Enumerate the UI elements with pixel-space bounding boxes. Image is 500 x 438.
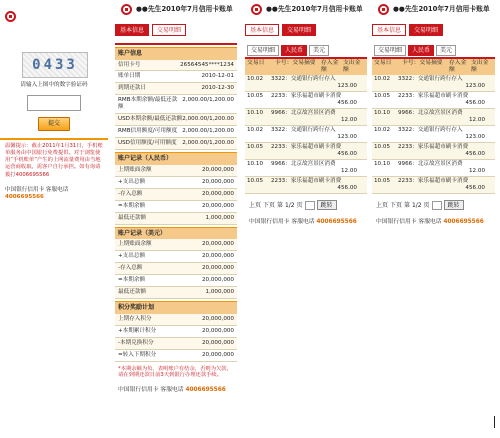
txn-amount: 12.00 — [340, 117, 357, 124]
txn-date: 10.02 — [247, 76, 264, 83]
txn-amount: 456.00 — [337, 151, 357, 158]
section-header: 账户记录（人民币） — [115, 152, 237, 165]
text-cursor — [494, 416, 495, 428]
boc-logo-icon — [378, 4, 389, 15]
captcha-image: 0433 — [22, 52, 88, 78]
info-label: 账单日期 — [118, 73, 141, 80]
info-row — [115, 338, 237, 350]
table-row — [372, 143, 495, 160]
table-row — [372, 92, 495, 109]
pager — [245, 194, 367, 216]
info-row — [115, 165, 237, 177]
info-value: 20,000,000 — [201, 315, 234, 322]
footer-text: 中国银行信用卡 客服电话 — [249, 219, 315, 226]
info-label: RMB信用额度/可用额度 — [118, 128, 178, 135]
txn-desc: 3322：交通银行跨行存入 — [271, 76, 336, 83]
txn-date: 10.05 — [374, 178, 391, 185]
subtab-rmb[interactable]: 人民币 — [408, 45, 434, 56]
info-value: 20,000,000 — [201, 241, 234, 248]
boc-logo-icon — [121, 4, 132, 15]
info-label: USD信用额度/可用额度 — [118, 140, 177, 147]
table-row — [245, 160, 367, 177]
info-value: 20,000,000 — [201, 202, 234, 209]
txn-amount: 456.00 — [337, 185, 357, 192]
info-value: 2010-12-30 — [201, 85, 234, 92]
tab-bar — [372, 16, 495, 43]
info-row — [115, 201, 237, 213]
info-value: 20,000,000 — [201, 178, 234, 185]
txn-desc: 2233：家乐福超市刷卡消费 — [398, 178, 469, 185]
info-row — [115, 138, 237, 150]
info-value: 26564545****1234 — [180, 61, 234, 68]
info-value: 20,000,000 — [201, 190, 234, 197]
info-label: 上期账面余额 — [118, 241, 152, 248]
tab-basic-info[interactable]: 基本信息 — [115, 24, 149, 36]
subtab-details[interactable]: 交易明细 — [374, 45, 406, 56]
txn-desc: 2233：家乐福超市刷卡消费 — [271, 93, 342, 100]
info-label: 上期存入积分 — [118, 315, 152, 322]
footer — [372, 216, 495, 229]
boc-logo-icon — [5, 11, 16, 22]
col-desc: 卡号：交易摘要 — [275, 60, 316, 66]
txn-desc: 2233：家乐福超市刷卡消费 — [271, 178, 342, 185]
page-input[interactable] — [305, 201, 315, 210]
info-row — [115, 326, 237, 338]
info-value: 20,000,000 — [201, 253, 234, 260]
txn-date: 10.02 — [374, 127, 391, 134]
table-row — [372, 126, 495, 143]
info-value: 20,000,000 — [201, 339, 234, 346]
subtab-details[interactable]: 交易明细 — [247, 45, 279, 56]
info-value: 2,000.00/1,200.00 — [182, 128, 234, 135]
footer — [0, 182, 108, 206]
col-expense: 支出金额 — [471, 60, 489, 74]
info-row — [115, 314, 237, 326]
next-page-link[interactable]: 下页 — [263, 201, 276, 209]
txn-date: 10.02 — [247, 127, 264, 134]
notice-text: 温馨提示：截止2011年1月31日，手机账单服务由中国银行免费提供。对于浏览使用“手机账单”产生的上网流量费用由当地运营商收取。需客户自行承担。如有询请拨打4006695566 — [5, 142, 103, 178]
txn-amount: 456.00 — [465, 151, 485, 158]
info-label: -存入总额 — [118, 190, 143, 197]
info-label: +支出总额 — [118, 253, 146, 260]
info-value: 20,000,000 — [201, 277, 234, 284]
info-value: 2,000.00/1,200.00 — [182, 97, 234, 104]
footer — [245, 216, 367, 229]
info-label: =本期余额 — [118, 202, 146, 209]
hotline-link[interactable]: 4006695566 — [185, 386, 226, 393]
txn-amount: 12.00 — [340, 168, 357, 175]
footer-text: 中国银行信用卡 客服电话 — [118, 386, 184, 393]
login-panel — [0, 0, 108, 438]
txn-amount: 456.00 — [465, 185, 485, 192]
tab-bar — [245, 16, 367, 43]
txn-date: 10.10 — [374, 161, 391, 168]
txn-desc: 2233：家乐福超市刷卡消费 — [398, 144, 469, 151]
info-row — [115, 114, 237, 126]
txn-amount: 123.00 — [465, 134, 485, 141]
captcha-tip: 请输入上图中的数字验证码 — [20, 82, 88, 88]
tab-basic-info[interactable]: 基本信息 — [372, 24, 406, 36]
title-bar — [245, 0, 367, 16]
footer-text: 中国银行信用卡 客服电话 — [376, 219, 442, 226]
txn-date: 10.05 — [374, 93, 391, 100]
info-label: USD本期余额/最低还款额 — [118, 116, 183, 123]
txn-desc: 3322：交通银行跨行存入 — [398, 127, 463, 134]
txn-date: 10.10 — [247, 161, 264, 168]
page-input[interactable] — [432, 201, 442, 210]
txn-amount: 123.00 — [465, 83, 485, 90]
tab-bar — [115, 16, 237, 43]
info-label: RMB本期余额/最低还款额 — [118, 97, 178, 111]
info-value: 20,000,000 — [201, 351, 234, 358]
page-title: ●●先生2010年7月信用卡账单 — [136, 5, 233, 14]
txn-panel-a — [245, 0, 367, 438]
txn-desc: 2233：家乐福超市刷卡消费 — [271, 144, 342, 151]
txn-date: 10.02 — [374, 76, 391, 83]
section-rows — [115, 60, 237, 151]
txn-desc: 9966：北京故宫景区消费 — [398, 161, 463, 168]
txn-list — [245, 75, 367, 194]
info-label: 信用卡号 — [118, 61, 141, 68]
table-row — [245, 92, 367, 109]
page-title: ●●先生2010年7月信用卡账单 — [393, 5, 490, 14]
info-label: -存入总额 — [118, 265, 143, 272]
info-row — [115, 177, 237, 189]
txn-date: 10.05 — [247, 93, 264, 100]
table-row — [245, 75, 367, 92]
hotline-link[interactable]: 4006695566 — [316, 219, 357, 226]
info-value: 20,000,000 — [201, 166, 234, 173]
txn-panel-b — [372, 0, 495, 438]
info-value: 2,000.00/1,200.00 — [182, 116, 234, 123]
divider — [115, 43, 237, 45]
section-rows — [115, 165, 237, 225]
col-deposit: 存入金额 — [321, 60, 339, 74]
info-row — [115, 213, 237, 225]
info-row — [115, 275, 237, 287]
col-expense: 支出金额 — [343, 60, 361, 74]
subtab-rmb[interactable]: 人民币 — [281, 45, 307, 56]
title-bar — [372, 0, 495, 16]
txn-amount: 456.00 — [337, 100, 357, 107]
info-label: -本期兑换积分 — [118, 339, 154, 346]
section-header: 账户信息 — [115, 47, 237, 60]
info-value: 2010-12-01 — [201, 73, 234, 80]
info-label: +本期累计积分 — [118, 327, 157, 334]
submit-button[interactable]: 提交 — [38, 117, 70, 131]
info-row — [115, 60, 237, 72]
go-button[interactable]: 跳转 — [444, 200, 464, 210]
table-header — [372, 57, 495, 75]
col-date: 交易日 — [247, 60, 265, 66]
info-row — [115, 71, 237, 83]
hotline-link[interactable]: 4006695566 — [5, 193, 44, 200]
section-rows — [115, 239, 237, 299]
hotline-link[interactable]: 4006695566 — [443, 219, 484, 226]
bill-sections — [115, 47, 237, 362]
captcha-input[interactable] — [27, 95, 81, 111]
go-button[interactable]: 跳转 — [317, 200, 337, 210]
txn-desc: 9966：北京故宫景区消费 — [398, 110, 463, 117]
info-row — [115, 251, 237, 263]
col-desc: 卡号：交易摘要 — [402, 60, 443, 66]
info-label: 到期还款日 — [118, 85, 146, 92]
tab-transactions[interactable]: 交易明细 — [282, 24, 316, 36]
table-row — [245, 143, 367, 160]
txn-date: 10.05 — [374, 144, 391, 151]
info-label: =转入下期积分 — [118, 351, 157, 358]
subtab-usd[interactable]: 美元 — [436, 45, 456, 56]
table-row — [372, 160, 495, 177]
txn-amount: 123.00 — [337, 134, 357, 141]
txn-amount: 12.00 — [468, 168, 485, 175]
txn-amount: 12.00 — [468, 117, 485, 124]
col-date: 交易日 — [374, 60, 392, 66]
info-row — [115, 350, 237, 362]
txn-date: 10.05 — [247, 178, 264, 185]
section-rows — [115, 314, 237, 362]
txn-list — [372, 75, 495, 194]
bill-basic-panel — [115, 0, 237, 438]
info-row — [115, 83, 237, 95]
table-row — [372, 109, 495, 126]
prev-page-link[interactable]: 上页 — [249, 201, 262, 209]
footer — [115, 383, 237, 398]
info-value: 20,000,000 — [201, 265, 234, 272]
tab-basic-info[interactable]: 基本信息 — [245, 24, 279, 36]
info-row — [115, 263, 237, 275]
info-value: 1,000,000 — [205, 214, 234, 221]
info-label: 最低还款额 — [118, 289, 146, 296]
info-row — [115, 189, 237, 201]
txn-desc: 9966：北京故宫景区消费 — [271, 110, 336, 117]
info-label: 最低还款额 — [118, 214, 146, 221]
info-value: 2,000.00/1,200.00 — [182, 140, 234, 147]
table-row — [372, 177, 495, 194]
tab-transactions[interactable]: 交易明细 — [409, 24, 443, 36]
txn-desc: 9966：北京故宫景区消费 — [271, 161, 336, 168]
txn-date: 10.05 — [247, 144, 264, 151]
page-title: ●●先生2010年7月信用卡账单 — [266, 5, 363, 14]
col-deposit: 存入金额 — [449, 60, 467, 74]
subtab-usd[interactable]: 美元 — [309, 45, 329, 56]
info-row — [115, 95, 237, 114]
page-indicator: 第 1/2 页 — [404, 201, 430, 209]
txn-desc: 3322：交通银行跨行存入 — [271, 127, 336, 134]
info-label: 上期账面余额 — [118, 166, 152, 173]
txn-desc: 3322：交通银行跨行存入 — [398, 76, 463, 83]
info-value: 1,000,000 — [205, 289, 234, 296]
prev-page-link[interactable]: 上页 — [376, 201, 389, 209]
next-page-link[interactable]: 下页 — [390, 201, 403, 209]
txn-desc: 2233：家乐福超市刷卡消费 — [398, 93, 469, 100]
txn-date: 10.10 — [247, 110, 264, 117]
table-row — [245, 126, 367, 143]
tab-transactions[interactable]: 交易明细 — [152, 24, 186, 36]
info-row — [115, 126, 237, 138]
table-header — [245, 57, 367, 75]
currency-tabs — [372, 43, 495, 57]
txn-amount: 456.00 — [465, 100, 485, 107]
boc-logo-icon — [251, 4, 262, 15]
txn-date: 10.10 — [374, 110, 391, 117]
info-label: +支出总额 — [118, 178, 146, 185]
info-row — [115, 239, 237, 251]
balance-note: *本期余额为负，表明账户有结余，否则为欠款，请在到期还款日前3天到银行办理还款手续。 — [118, 365, 232, 379]
currency-tabs — [245, 43, 367, 57]
section-header: 积分奖励计划 — [115, 301, 237, 314]
info-row — [115, 287, 237, 299]
title-bar — [115, 0, 237, 16]
footer-text: 中国银行信用卡 客服电话 — [5, 186, 69, 193]
info-label: =本期余额 — [118, 277, 146, 284]
page-indicator: 第 1/2 页 — [277, 201, 303, 209]
pager — [372, 194, 495, 216]
section-header: 账户记录（美元） — [115, 227, 237, 240]
table-row — [245, 177, 367, 194]
info-value: 20,000,000 — [201, 327, 234, 334]
txn-amount: 123.00 — [337, 83, 357, 90]
table-row — [245, 109, 367, 126]
logo-bar — [0, 0, 108, 30]
table-row — [372, 75, 495, 92]
